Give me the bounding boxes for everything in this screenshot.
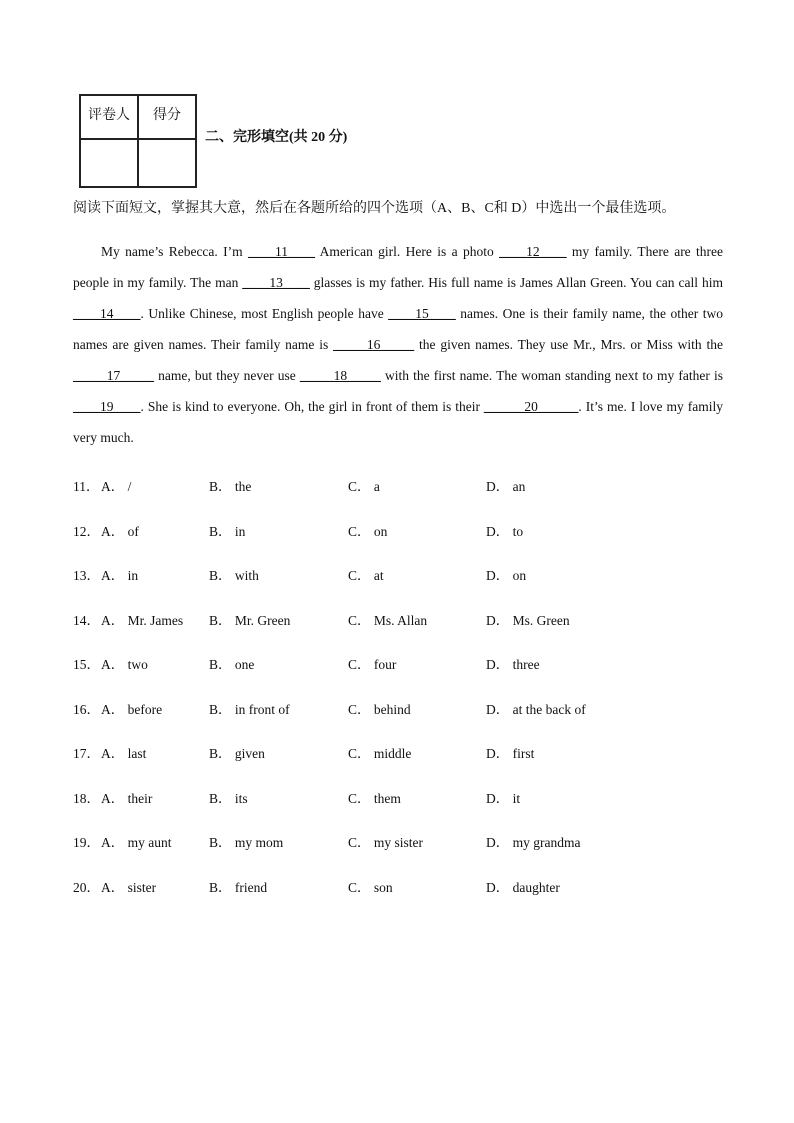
answer-blank: _____18_____ (299, 368, 381, 383)
option-a: A． last (101, 746, 147, 761)
answer-blank: ____19____ (73, 399, 141, 414)
passage (73, 236, 723, 453)
answer-blank: ____15____ (388, 306, 456, 321)
answer-blank: _____16_____ (333, 337, 415, 352)
passage-text: My name’s Rebecca. I’m (101, 244, 248, 259)
option-a: A． of (101, 523, 139, 539)
question-row (73, 520, 723, 540)
option-b: B． one (209, 657, 255, 672)
option-d: D． first (486, 746, 535, 761)
question-row (73, 653, 723, 673)
option-c: C． at (348, 568, 384, 583)
question-number: 18． (73, 790, 100, 806)
option-c: C． son (348, 879, 393, 895)
option-b: B． given (209, 746, 265, 761)
option-d: D． my grandma (486, 835, 581, 850)
answer-blank: ____13____ (242, 275, 310, 290)
option-b: B． Mr. Green (209, 612, 291, 628)
question-number: 20． (73, 879, 100, 895)
option-a: A． sister (101, 879, 157, 895)
option-d: D． an (486, 479, 526, 494)
option-c: C． them (348, 790, 401, 806)
option-c: C． middle (348, 746, 412, 761)
passage-text: . Unlike Chinese, most English people have (140, 306, 389, 321)
option-c: C． behind (348, 701, 411, 717)
question-row (73, 475, 723, 495)
question-number: 15． (73, 657, 100, 672)
option-c: C． Ms. Allan (348, 612, 428, 628)
question-number: 17． (73, 746, 100, 761)
option-a: A． two (101, 657, 148, 672)
grader-label: 评卷人 (80, 95, 138, 139)
answer-blank: ____12____ (499, 244, 567, 259)
answer-blank: ____14____ (73, 306, 141, 321)
option-a: A． their (101, 790, 153, 806)
option-a: A． my aunt (101, 835, 172, 850)
option-a: A． Mr. James (101, 612, 184, 628)
passage-text: American girl. Here is a photo (315, 244, 500, 259)
option-b: B． its (209, 790, 248, 806)
option-b: B． the (209, 479, 252, 494)
question-number: 11． (73, 479, 100, 494)
option-c: C． on (348, 523, 388, 539)
option-d: D． to (486, 523, 524, 539)
passage-text: name, but they never use (154, 368, 300, 383)
option-d: D． Ms. Green (486, 612, 570, 628)
answer-blank: ______20______ (483, 399, 579, 414)
option-b: B． in (209, 523, 246, 539)
option-d: D． on (486, 568, 527, 583)
passage-text: . She is kind to everyone. Oh, the girl in front of them is their (140, 399, 484, 414)
question-number: 14． (73, 612, 100, 628)
question-row (73, 564, 723, 584)
option-b: B． with (209, 568, 259, 583)
question-row (73, 831, 723, 851)
option-a: A． in (101, 568, 139, 583)
answer-blank: ____11____ (248, 244, 315, 259)
option-a: A． / (101, 479, 132, 494)
passage-text: names. One is their family name, the other two names are given names. Their family name is (73, 306, 723, 352)
passage-text: my family. There are three people in my family. The man (73, 244, 724, 290)
section-title: 二、完形填空(共 20 分) (205, 130, 348, 145)
option-a: A． before (101, 701, 163, 717)
passage-text: . It’s me. I love my family very much. (73, 399, 723, 445)
instruction: 阅读下面短文，掌握其大意，然后在各题所给的四个选项（A、B、C和 D）中选出一个最佳选项。 (73, 201, 676, 216)
score-table (79, 94, 197, 188)
question-number: 12． (73, 523, 100, 539)
option-d: D． at the back of (486, 701, 586, 717)
question-number: 19． (73, 835, 100, 850)
question-number: 13． (73, 568, 100, 583)
option-d: D． daughter (486, 879, 560, 895)
question-number: 16． (73, 701, 100, 717)
answer-blank: _____17_____ (73, 368, 154, 383)
option-d: D． three (486, 657, 540, 672)
question-row (73, 609, 723, 629)
passage-text: the given names. They use Mr., Mrs. or Miss with the (414, 337, 723, 352)
question-row (73, 876, 723, 896)
option-b: B． my mom (209, 835, 284, 850)
option-c: C． my sister (348, 835, 424, 850)
question-row (73, 787, 723, 807)
option-c: C． a (348, 479, 380, 494)
option-d: D． it (486, 790, 521, 806)
passage-paragraph (73, 236, 723, 453)
passage-text: glasses is my father. His full name is James Allan Green. You can call him (309, 275, 723, 290)
passage-text: with the first name. The woman standing next to my father is (380, 368, 724, 383)
option-b: B． friend (209, 879, 268, 895)
score-cell (138, 139, 196, 187)
option-c: C． four (348, 657, 397, 672)
question-row (73, 698, 723, 718)
option-b: B． in front of (209, 701, 290, 717)
grader-cell (80, 139, 138, 187)
question-row (73, 742, 723, 762)
score-label: 得分 (138, 95, 196, 139)
